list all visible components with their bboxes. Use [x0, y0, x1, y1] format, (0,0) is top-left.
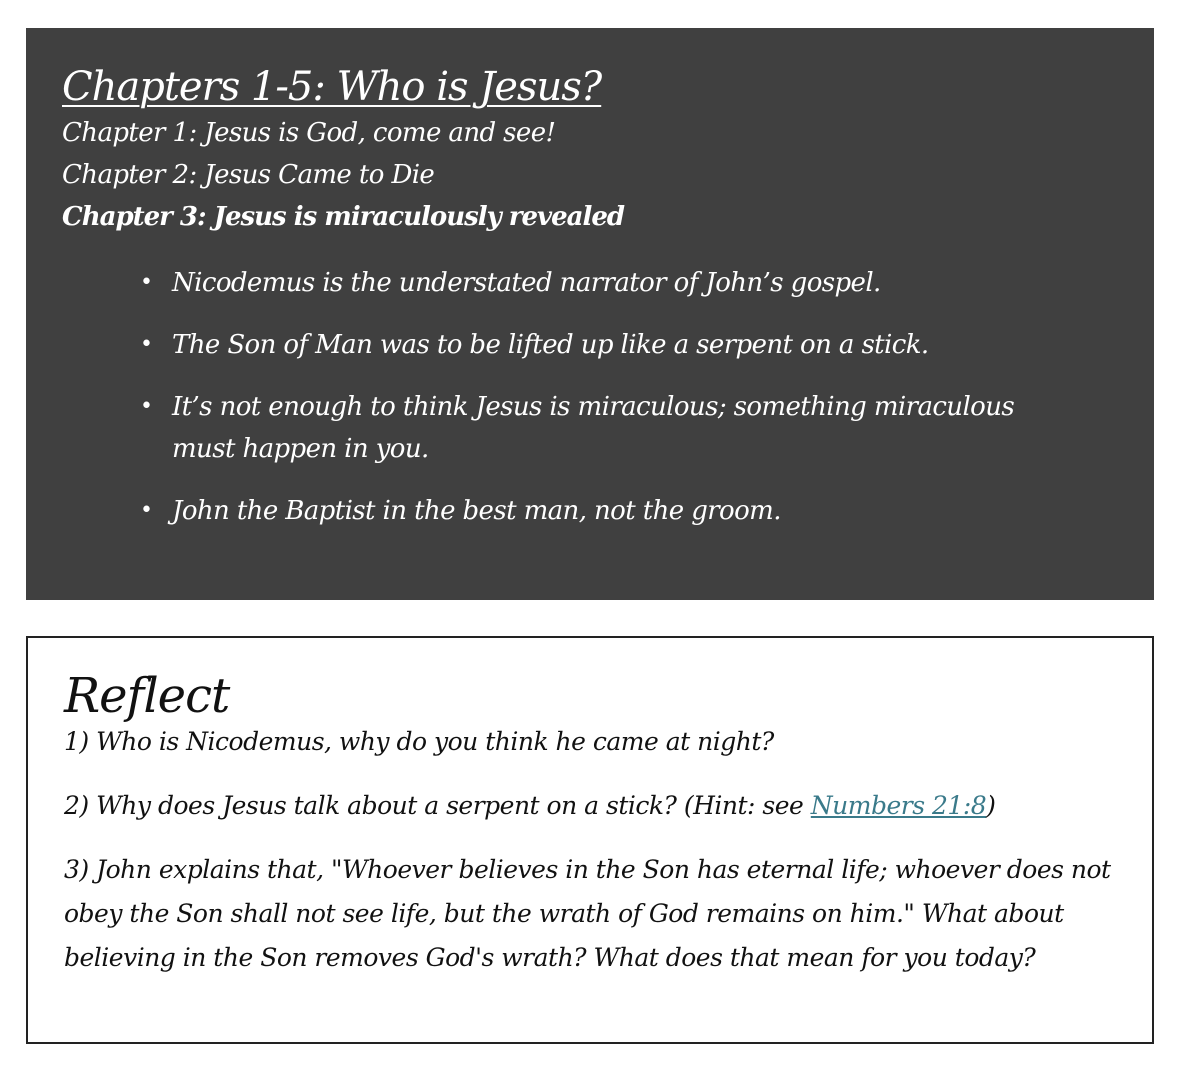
question-1: 1) Who is Nicodemus, why do you think he came at night?	[64, 727, 774, 756]
list-item	[140, 262, 1118, 304]
list-item-text: The Son of Man was to be lifted up like a serpent on a stick.	[172, 330, 929, 360]
reflect-title: Reflect	[64, 668, 230, 724]
list-item	[140, 324, 1118, 366]
numbers-21-8-link[interactable]: Numbers 21:8	[810, 791, 987, 820]
list-item	[140, 490, 1118, 532]
list-item-text: John the Baptist in the best man, not the groom.	[172, 496, 781, 526]
key-points-list	[62, 262, 1118, 532]
bullet-icon: •	[140, 498, 153, 523]
list-item	[140, 386, 1118, 470]
question-2	[64, 784, 1116, 828]
list-item-text: It’s not enough to think Jesus is miraculous; something miraculous must happen in you.	[172, 392, 1015, 464]
chapter-1-line: Chapter 1: Jesus is God, come and see!	[62, 118, 556, 148]
chapter-3-line: Chapter 3: Jesus is miraculously revealed	[62, 202, 625, 232]
question-2-prefix: 2) Why does Jesus talk about a serpent on a stick? (Hint: see	[64, 791, 811, 820]
question-2-suffix: )	[986, 791, 996, 820]
reflect-panel	[26, 636, 1154, 1044]
summary-panel	[26, 28, 1154, 600]
question-3: 3) John explains that, "Whoever believes in the Son has eternal life; whoever does not obey the Son shall not see life, but the wrath of God remains on him." What about believing in the Son removes God's wrath? What does that mean for you today?	[64, 855, 1111, 972]
list-item-text: Nicodemus is the understated narrator of John’s gospel.	[172, 268, 881, 298]
bullet-icon: •	[140, 394, 153, 419]
bullet-icon: •	[140, 332, 153, 357]
chapter-2-line: Chapter 2: Jesus Came to Die	[62, 160, 435, 190]
bullet-icon: •	[140, 270, 153, 295]
summary-title: Chapters 1-5: Who is Jesus?	[62, 64, 602, 110]
